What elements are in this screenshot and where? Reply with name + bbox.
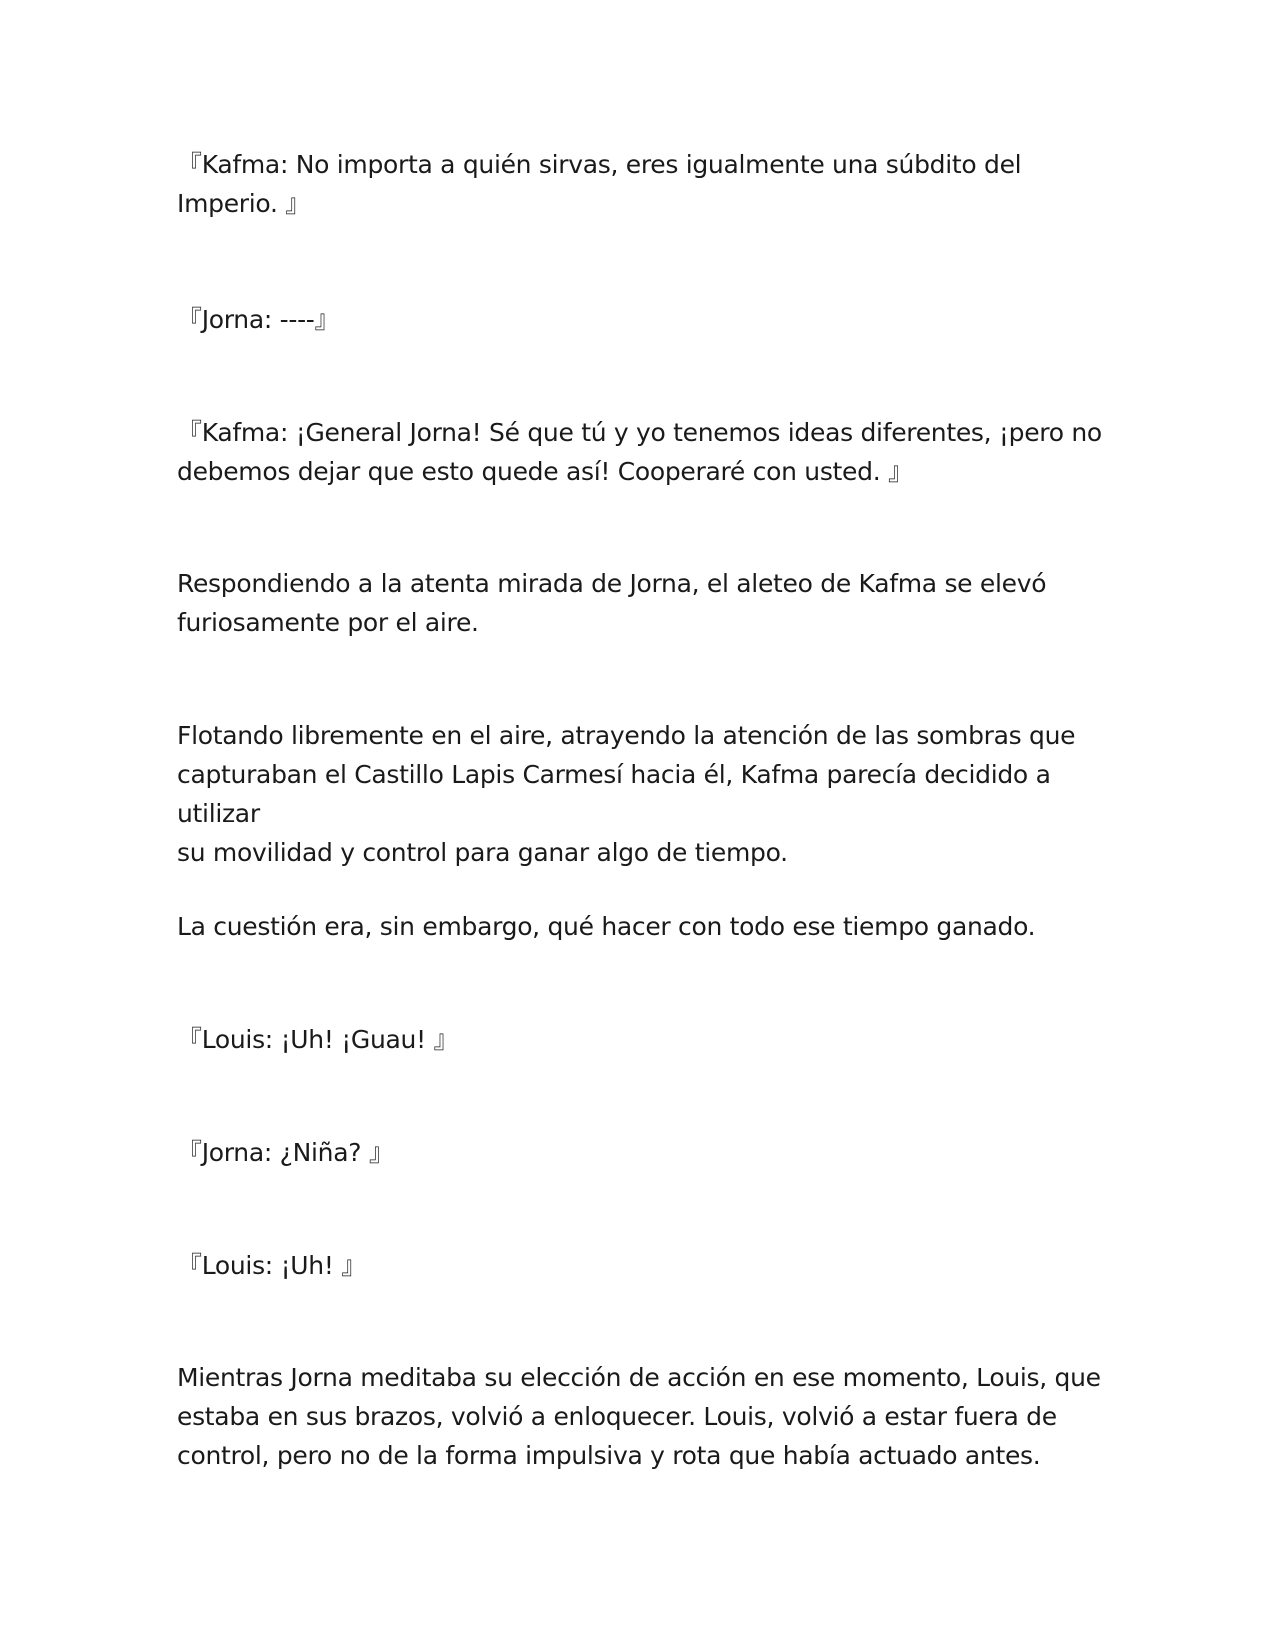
narration-flotando: Flotando libremente en el aire, atrayendo la atención de las sombras que capturaban el Castillo Lapis Carmesí hacia él, Kafma parecía decidido a utilizar su movilidad y control para ganar algo de tiempo.	[177, 721, 1076, 867]
dialogue-louis-guau: 『Louis: ¡Uh! ¡Guau! 』	[177, 1025, 459, 1054]
dialogue-jorna-silence: 『Jorna: ----』	[177, 305, 340, 334]
narration-respondiendo: Respondiendo a la atenta mirada de Jorna, el aleteo de Kafma se elevó furiosamente por el aire.	[177, 569, 1047, 637]
narration-cuestion: La cuestión era, sin embargo, qué hacer con todo ese tiempo ganado.	[177, 912, 1036, 941]
dialogue-louis-uh: 『Louis: ¡Uh! 』	[177, 1251, 366, 1280]
dialogue-kafma-general: 『Kafma: ¡General Jorna! Sé que tú y yo tenemos ideas diferentes, ¡pero no debemos dejar que esto quede así! Cooperaré con usted. 』	[177, 418, 1102, 486]
dialogue-jorna-nina: 『Jorna: ¿Niña? 』	[177, 1138, 394, 1167]
dialogue-kafma-imperio: 『Kafma: No importa a quién sirvas, eres igualmente una súbdito del Imperio. 』	[177, 150, 1022, 218]
narration-mientras: Mientras Jorna meditaba su elección de acción en ese momento, Louis, que estaba en sus brazos, volvió a enloquecer. Louis, volvió a estar fuera de control, pero no de la forma impulsiva y rota que había actuado antes.	[177, 1363, 1101, 1470]
